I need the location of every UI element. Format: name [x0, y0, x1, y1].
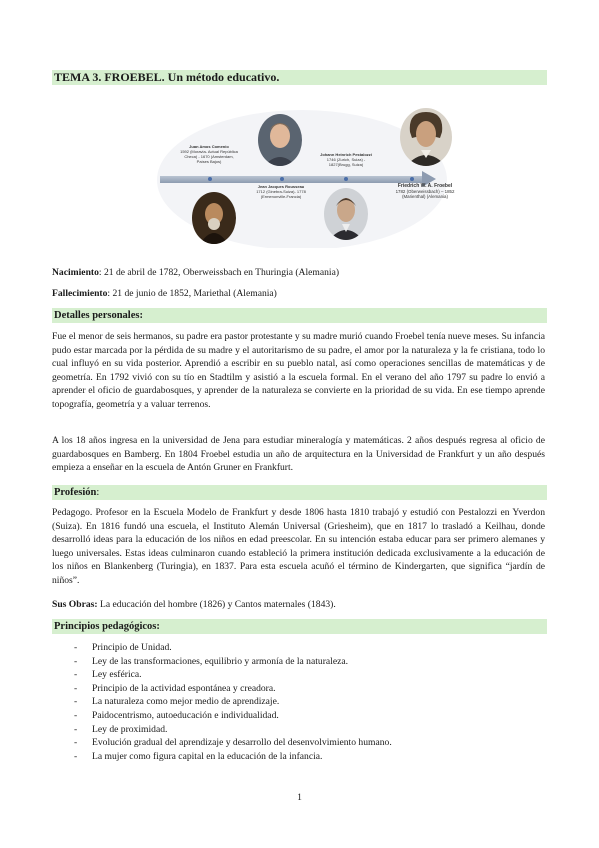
list-item: - Ley esférica.	[52, 668, 392, 682]
timeline-person-3-details: 1746 (Zurich, Suiza) - 1827(Brugg, Suiza)	[326, 157, 366, 167]
timeline-person-3-name: Johann Heinrich Pestalozzi	[320, 152, 372, 157]
timeline-person-3	[316, 152, 376, 167]
timeline-person-4-name: Friedrich W. A. Froebel	[397, 183, 453, 189]
list-item: - Ley de proximidad.	[52, 723, 392, 737]
timeline-dot-2	[280, 177, 284, 181]
principles-header: Principios pedagógicos:	[52, 619, 547, 634]
profession-header	[52, 485, 547, 500]
timeline-person-2-name: Jean Jacques Rousseau	[257, 184, 305, 189]
portrait-pestalozzi-image	[324, 188, 368, 240]
works-text: La educación del hombre (1826) y Cantos maternales (1843).	[97, 599, 336, 610]
profession-header-label: Profesión	[54, 487, 97, 498]
document-title: TEMA 3. FROEBEL. Un método educativo.	[52, 70, 547, 85]
principles-list	[52, 641, 392, 763]
death-text: : 21 de junio de 1852, Mariethal (Alemania)	[107, 288, 277, 299]
list-item: - La naturaleza como mejor medio de aprendizaje.	[52, 695, 392, 709]
timeline-person-4	[390, 184, 460, 199]
timeline-person-1-details: 1592 (Moravia- Actual República Checa) - 1670 (Amsterdam, Países Bajos)	[180, 149, 238, 164]
list-item: - Evolución gradual del aprendizaje y desarrollo del desenvolvimiento humano.	[52, 736, 392, 750]
personal-details-paragraph-1: Fue el menor de seis hermanos, su padre era pastor protestante y su madre murió cuando Froebel tenía nueve meses. Su infancia pudo estar marcada por la pérdida de su madre y el autoritarismo de su padre, el amor por la naturaleza y la fe cristiana, todo lo cual influyó en su vida posterior. Aprendió a escribir en su pueblo natal, así como operaciones sencillas de matemáticas y de geometría. En 1792 vivió con su tío en Stadtilm y asistió a la escuela formal. En el verano del año 1797 su padre lo envió a aprender el oficio de guardabosques, y aprender de la naturaleza se convierte en la prioridad de su vida. En ese tiempo aprende topografía, geometría y a valuar terrenos.	[52, 331, 545, 410]
timeline-arrow-line	[160, 176, 422, 183]
birth-label: Nacimiento	[52, 267, 99, 278]
profession-header-suffix: :	[96, 487, 100, 498]
timeline-person-4-details: 1782 (Oberweissbach) – 1852 (Marienthal) (Alemania)	[395, 189, 455, 199]
birth-line	[52, 266, 545, 280]
timeline-person-1	[180, 144, 238, 164]
personal-details-paragraph-2: A los 18 años ingresa en la universidad de Jena para estudiar mineralogía y matemáticas. 2 años después regresa al oficio de guardabosques en Bamberg. En 1804 Froebel estudia un año de arquitectura en la Universidad de Frankfurt y un año después empieza a enseñar en la escuela de Antón Gruner en Frankfurt.	[52, 435, 545, 474]
timeline-person-1-name: Juan Amos Comenio	[189, 144, 229, 149]
timeline-person-2	[252, 184, 310, 199]
timeline-dot-4	[410, 177, 414, 181]
portrait-rousseau-image	[258, 114, 302, 166]
portrait-pestalozzi	[324, 188, 368, 240]
portrait-froebel	[400, 108, 452, 166]
list-item: - La mujer como figura capital en la educación de la infancia.	[52, 750, 392, 764]
portrait-rousseau	[258, 114, 302, 166]
works-label: Sus Obras:	[52, 599, 98, 610]
profession-paragraph: Pedagogo. Profesor en la Escuela Modelo de Frankfurt y desde 1806 hasta 1810 trabajó y estudió con Pestalozzi en Yverdon (Suiza). En 1816 fundó una escuela, el Instituto Alemán Universal (Griesheim), que en 1817 lo trasladó a Keilhau, donde desarrolló ideas para la educación de los niños en edad preescolar. En su intención estaba educar para ser primero alemanes y luego universales. Estas ideas culminaron cuando estableció la primera institución dedicada exclusivamente a la educación de los niños en Blankenberg (Turingia), en 1837. Para esta escuela acuñó el término de Kindergarten, que significa “jardín de niños”.	[52, 507, 545, 586]
timeline-person-2-details: 1712 (Ginebra-Suiza)- 1778 (Ermenonville-Francia)	[256, 189, 306, 199]
death-label: Fallecimiento	[52, 288, 108, 299]
birth-text: : 21 de abril de 1782, Oberweissbach en Thuringia (Alemania)	[98, 267, 340, 278]
personal-details-header: Detalles personales:	[52, 308, 547, 323]
list-item: - Principio de la actividad espontánea y creadora.	[52, 682, 392, 696]
list-item: - Ley de las transformaciones, equilibrio y armonía de la naturaleza.	[52, 655, 392, 669]
page-number: 1	[297, 792, 302, 803]
death-line	[52, 287, 545, 301]
portrait-comenio	[192, 192, 236, 244]
list-item: - Paidocentrismo, autoeducación e individualidad.	[52, 709, 392, 723]
timeline-figure	[152, 100, 455, 248]
works-line	[52, 598, 545, 612]
timeline-dot-1	[208, 177, 212, 181]
timeline-dot-3	[344, 177, 348, 181]
list-item: - Principio de Unidad.	[52, 641, 392, 655]
portrait-comenio-image	[192, 192, 236, 244]
portrait-froebel-image	[400, 108, 452, 166]
